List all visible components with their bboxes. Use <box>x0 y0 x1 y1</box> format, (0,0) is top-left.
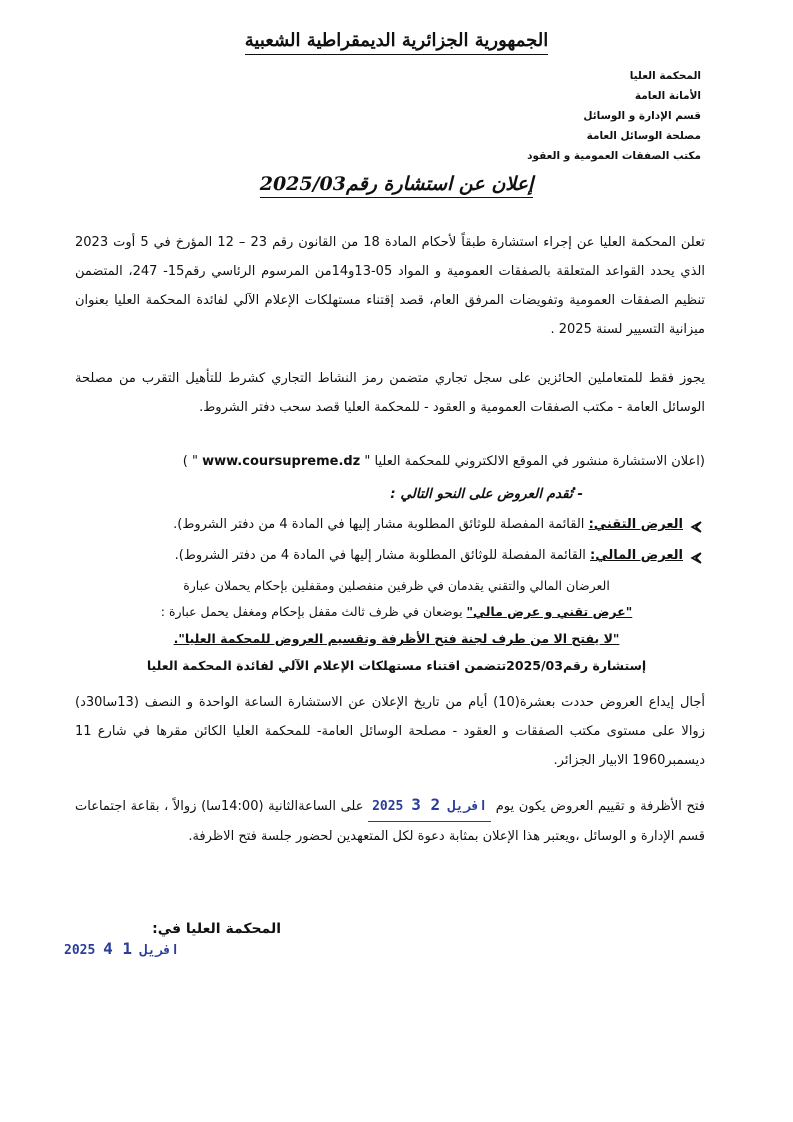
header-line-court: المحكمة العليا <box>629 70 701 82</box>
opening-date-month: افريل <box>447 799 488 814</box>
opening-date-stamp <box>368 790 491 822</box>
check-arrow-icon <box>689 518 703 532</box>
offer-financial-text: القائمة المفصلة للوثائق المطلوبة مشار إليها في المادة 4 من دفتر الشروط). <box>174 548 591 563</box>
website-prefix: (اعلان الاستشارة منشور في الموقع الالكتروني للمحكمة العليا " <box>364 454 705 469</box>
paragraph-eligibility: يجوز فقط للمتعاملين الحائزين على سجل تجاري متضمن رمز النشاط التجاري كشرط للتأهيل التقرب من مصلحة الوسائل العامة - مكتب الصفقات العمومية و العقود - للمحكمة العليا قصد سحب دفتر الشروط. <box>75 371 705 415</box>
check-arrow-icon <box>689 549 703 563</box>
signature-label: المحكمة العليا في: <box>152 921 281 937</box>
offer-technical <box>63 512 703 538</box>
offer-financial-label: العرض المالي: <box>590 548 683 563</box>
header-line-department: قسم الإدارة و الوسائل <box>583 110 701 122</box>
website-suffix: " ) <box>182 454 198 469</box>
header-line-secretariat: الأمانة العامة <box>634 90 701 102</box>
envelope-line-2 <box>0 600 793 624</box>
offers-intro: - تُقدم العروض على النحو التالي : <box>390 486 583 502</box>
signed-date-stamp <box>64 939 179 958</box>
paragraph-opening <box>75 790 705 851</box>
offer-technical-label: العرض التقني: <box>588 517 683 532</box>
offer-financial <box>63 543 703 569</box>
outer-envelope-label: "لا يفتح الا من طرف لجنة فتح الأظرفة وتقسيم العروض للمحكمة العليا". <box>173 631 620 646</box>
website-link[interactable]: www.coursupreme.dz <box>202 454 361 469</box>
envelope-label: "عرض تقني و عرض مالي" <box>466 604 633 619</box>
opening-text-after: على الساعةالثانية (14:00سا) زوالاً ، بقاعة اجتماعات قسم الإدارة و الوسائل ،ويعتبر هذا الإعلان بمثابة دعوة لكل المتعهدين لحضور جلسة فتح الاظرفة. <box>75 799 705 844</box>
signed-date-year: 2025 <box>64 943 96 958</box>
signed-date-month: افريل <box>139 943 180 958</box>
paragraph-announcement: تعلن المحكمة العليا عن إجراء استشارة طبقاً لأحكام المادة 18 من القانون رقم 23 – 12 المؤرخ في 5 أوت 2023 الذي يحدد القواعد المتعلقة بالصفقات العمومية و المواد 05-13و14من المرسوم الرئاسي رقم15- 247، المتضمن تنظيم الصفقات العمومية وتفويضات المرفق العام، قصد إقتناء مستهلكات الإعلام الآلي لفائدة المحكمة العليا بعنوان ميزانية التسيير لسنة 2025 . <box>75 235 706 337</box>
offer-technical-text: القائمة المفصلة للوثائق المطلوبة مشار إليها في المادة 4 من دفتر الشروط). <box>173 517 589 532</box>
republic-title <box>0 30 793 51</box>
envelope-line-4: إستشارة رقم2025/03تتضمن اقتناء مستهلكات الإعلام الآلي لفائدة المحكمة العليا <box>146 658 647 673</box>
opening-date-day: 2 3 <box>411 795 441 814</box>
institution-header <box>401 66 701 166</box>
republic-title-text: الجمهورية الجزائرية الديمقراطية الشعبية <box>245 30 548 55</box>
header-line-office: مكتب الصفقات العمومية و العقود <box>527 150 701 162</box>
envelope-line-2-rest: يوضعان في ظرف ثالث مقفل بإحكام ومغفل يحمل عبارة : <box>160 604 467 619</box>
opening-date-year: 2025 <box>372 799 404 814</box>
paragraph-deadline: أجال إيداع العروض حددت بعشرة(10) أيام من تاريخ الإعلان عن الاستشارة الساعة الواحدة و النصف (13سا30د) زوالا على مستوى مكتب الصفقات و العقود - مصلحة الوسائل العامة- للمحكمة العليا الكائن مقرها في شارع 11 ديسمبر1960 الابيار الجزائر. <box>75 695 705 768</box>
website-notice <box>65 449 705 475</box>
envelope-line-3 <box>0 627 793 651</box>
opening-text-before: فتح الأظرفة و تقييم العروض يكون يوم <box>491 799 705 814</box>
signed-date-day: 1 4 <box>103 939 133 958</box>
notice-title-text: إعلان عن استشارة رقم2025/03 <box>260 173 534 198</box>
notice-title <box>0 173 793 195</box>
envelope-line-1: العرضان المالي والتقني يقدمان في ظرفين منفصلين ومقفلين بإحكام يحملان عبارة <box>183 578 610 593</box>
header-line-service: مصلحة الوسائل العامة <box>586 130 701 142</box>
